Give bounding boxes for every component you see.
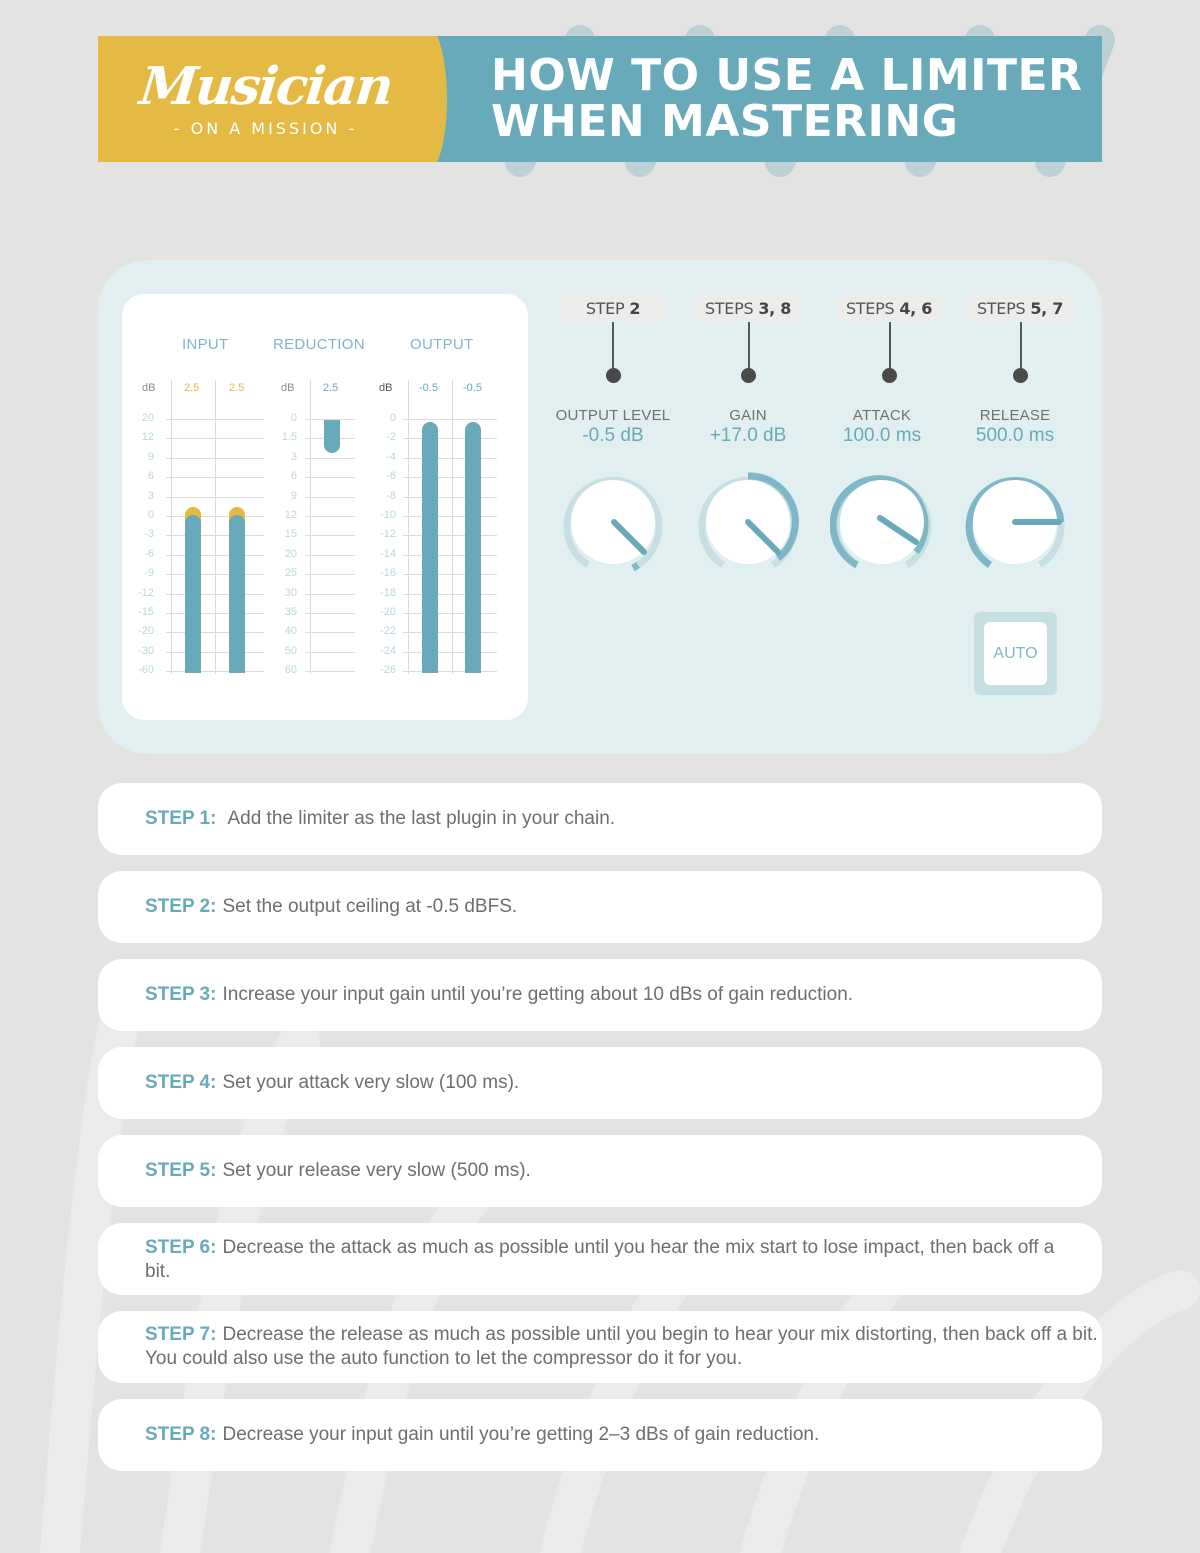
input-tick-label: -12 <box>138 587 154 599</box>
step-label: STEP 5: <box>145 1160 217 1181</box>
reduction-axis <box>310 380 311 674</box>
step-text: Decrease the attack as much as possible until you hear the mix start to lose impact, then back off a bit. <box>145 1237 1055 1282</box>
reduction-tick-label: 25 <box>284 567 297 579</box>
output-tick-label: -26 <box>380 664 396 676</box>
limiter-plugin-panel <box>98 260 1102 754</box>
reduction-gridline <box>305 574 355 575</box>
input-tick-label: 0 <box>147 509 154 521</box>
step-card-7 <box>98 1311 1102 1383</box>
output-gridline <box>403 458 497 459</box>
input-gridline <box>166 458 264 459</box>
output-tick-label: -22 <box>380 625 396 637</box>
reduction-tick-label: 9 <box>290 490 297 502</box>
output-gridline <box>403 497 497 498</box>
output-db-label: dB <box>379 382 393 394</box>
input-gridline <box>166 516 264 517</box>
callout-line <box>748 322 750 372</box>
callout-dot <box>1013 368 1028 383</box>
input-right-value: 2.5 <box>229 382 245 394</box>
step-text: Set your release very slow (500 ms). <box>222 1160 531 1181</box>
callout-dot <box>741 368 756 383</box>
callout-line <box>889 322 891 372</box>
input-tick-label: -6 <box>144 548 154 560</box>
step-label: STEP 7: <box>145 1324 217 1345</box>
attack-label: ATTACK <box>852 407 912 424</box>
output-tick-label: -8 <box>386 490 396 502</box>
reduction-bar <box>324 420 340 453</box>
step-label: STEP 1: <box>145 808 217 829</box>
output-gridline <box>403 438 497 439</box>
step-text: Increase your input gain until you’re getting about 10 dBs of gain reduction. <box>222 984 854 1005</box>
step-tag-gain: STEPS 3, 8 <box>695 294 801 322</box>
input-tick-label: 12 <box>141 431 154 443</box>
logo-wordmark: Musician <box>136 55 395 117</box>
step-card-1 <box>98 783 1102 855</box>
reduction-gridline <box>305 477 355 478</box>
input-tick-label: -30 <box>138 645 154 657</box>
reduction-gridline <box>305 652 355 653</box>
step-label: STEP 4: <box>145 1072 217 1093</box>
reduction-gridline <box>305 535 355 536</box>
step-tag-output-level: STEP 2 <box>560 294 666 322</box>
reduction-tick-label: 0 <box>290 412 297 424</box>
input-channel-divider <box>215 380 216 674</box>
output-gridline <box>403 574 497 575</box>
input-meter-label: INPUT <box>182 336 229 353</box>
output-tick-label: -20 <box>380 606 396 618</box>
input-tick-label: -20 <box>138 625 154 637</box>
input-gridline <box>166 613 264 614</box>
callout-line <box>612 322 614 372</box>
input-gridline <box>166 671 264 672</box>
reduction-tick-label: 15 <box>284 528 297 540</box>
reduction-tick-label: 3 <box>290 451 297 463</box>
input-tick-label: 6 <box>147 470 154 482</box>
output-level-value: -0.5 dB <box>582 425 644 446</box>
gain-label: GAIN <box>729 407 767 424</box>
output-tick-label: -24 <box>380 645 396 657</box>
output-gridline <box>403 652 497 653</box>
step-text: Set the output ceiling at -0.5 dBFS. <box>222 896 518 917</box>
output-axis <box>408 380 409 674</box>
reduction-tick-label: 40 <box>284 625 297 637</box>
output-meter-label: OUTPUT <box>410 336 474 353</box>
output-tick-label: 0 <box>389 412 396 424</box>
step-card-5 <box>98 1135 1102 1207</box>
release-label: RELEASE <box>979 407 1051 424</box>
input-gridline <box>166 594 264 595</box>
title-line-2: WHEN MASTERING <box>491 96 959 147</box>
output-tick-label: -2 <box>386 431 396 443</box>
output-gridline <box>403 535 497 536</box>
title-line-1: HOW TO USE A LIMITER <box>491 50 1083 101</box>
reduction-gridline <box>305 555 355 556</box>
reduction-gridline <box>305 594 355 595</box>
input-gridline <box>166 419 264 420</box>
auto-button-label: AUTO <box>984 622 1047 685</box>
input-gridline <box>166 497 264 498</box>
step-label: STEP 8: <box>145 1424 217 1445</box>
reduction-tick-label: 12 <box>284 509 297 521</box>
output-tick-label: -18 <box>380 587 396 599</box>
reduction-value: 2.5 <box>323 382 339 394</box>
output-tick-label: -6 <box>386 470 396 482</box>
output-tick-label: -4 <box>386 451 396 463</box>
step-label: STEP 3: <box>145 984 217 1005</box>
output-gridline <box>403 594 497 595</box>
input-right-bar <box>229 515 245 673</box>
reduction-db-label: dB <box>281 382 295 394</box>
step-card-8 <box>98 1399 1102 1471</box>
step-text: Decrease your input gain until you’re getting 2–3 dBs of gain reduction. <box>222 1424 820 1445</box>
output-left-value: -0.5 <box>419 382 438 394</box>
brand-logo <box>98 36 433 162</box>
input-gridline <box>166 477 264 478</box>
input-tick-label: -3 <box>144 528 154 540</box>
reduction-tick-label: 50 <box>284 645 297 657</box>
input-gridline <box>166 574 264 575</box>
reduction-gridline <box>305 671 355 672</box>
output-gridline <box>403 477 497 478</box>
output-gridline <box>403 632 497 633</box>
step-text: Decrease the release as much as possible until you begin to hear your mix distorting, then back off a bit. You could also use the auto function to let the compressor do it for you. <box>145 1324 1098 1369</box>
input-tick-label: -60 <box>138 664 154 676</box>
output-channel-divider <box>452 380 453 674</box>
reduction-gridline <box>305 458 355 459</box>
step-label: STEP 2: <box>145 896 217 917</box>
reduction-tick-label: 60 <box>284 664 297 676</box>
step-tag-attack: STEPS 4, 6 <box>836 294 942 322</box>
reduction-tick-label: 30 <box>284 587 297 599</box>
input-gridline <box>166 652 264 653</box>
input-tick-label: 3 <box>147 490 154 502</box>
step-card-3 <box>98 959 1102 1031</box>
reduction-gridline <box>305 632 355 633</box>
header-banner <box>98 36 1102 162</box>
input-tick-label: 9 <box>147 451 154 463</box>
output-gridline <box>403 516 497 517</box>
output-tick-label: -16 <box>380 567 396 579</box>
reduction-tick-label: 6 <box>290 470 297 482</box>
output-tick-label: -10 <box>380 509 396 521</box>
input-tick-label: 20 <box>141 412 154 424</box>
reduction-tick-label: 35 <box>284 606 297 618</box>
input-gridline <box>166 535 264 536</box>
output-level-knob[interactable] <box>561 470 665 574</box>
output-gridline <box>403 671 497 672</box>
step-card-4 <box>98 1047 1102 1119</box>
input-axis <box>171 380 172 674</box>
output-gridline <box>403 419 497 420</box>
input-tick-label: -9 <box>144 567 154 579</box>
callout-dot <box>606 368 621 383</box>
reduction-gridline <box>305 516 355 517</box>
step-card-6 <box>98 1223 1102 1295</box>
input-left-value: 2.5 <box>184 382 200 394</box>
input-gridline <box>166 632 264 633</box>
step-text: Set your attack very slow (100 ms). <box>222 1072 520 1093</box>
input-db-label: dB <box>142 382 156 394</box>
output-tick-label: -14 <box>380 548 396 560</box>
attack-knob[interactable] <box>830 470 934 574</box>
gain-value: +17.0 dB <box>709 425 787 446</box>
meter-section <box>122 294 528 720</box>
gain-knob[interactable] <box>696 470 800 574</box>
step-label: STEP 6: <box>145 1237 217 1258</box>
logo-tagline: - ON A MISSION - <box>173 118 358 138</box>
output-gridline <box>403 555 497 556</box>
output-tick-label: -12 <box>380 528 396 540</box>
page-title <box>433 36 1102 162</box>
input-left-bar <box>185 515 201 673</box>
attack-value: 100.0 ms <box>842 425 922 446</box>
step-text: Add the limiter as the last plugin in your chain. <box>227 808 616 829</box>
callout-line <box>1020 322 1022 372</box>
output-right-bar <box>465 422 481 673</box>
callout-dot <box>882 368 897 383</box>
output-gridline <box>403 613 497 614</box>
output-right-value: -0.5 <box>463 382 482 394</box>
auto-button[interactable] <box>974 612 1057 695</box>
input-gridline <box>166 438 264 439</box>
reduction-gridline <box>305 613 355 614</box>
release-value: 500.0 ms <box>975 425 1055 446</box>
reduction-tick-label: 1.5 <box>281 431 297 443</box>
input-tick-label: -15 <box>138 606 154 618</box>
output-level-label: OUTPUT LEVEL <box>555 407 671 424</box>
step-card-2 <box>98 871 1102 943</box>
reduction-meter-label: REDUCTION <box>273 336 365 353</box>
reduction-tick-label: 20 <box>284 548 297 560</box>
release-knob[interactable] <box>963 470 1067 574</box>
reduction-gridline <box>305 497 355 498</box>
output-left-bar <box>422 422 438 673</box>
step-tag-release: STEPS 5, 7 <box>966 294 1074 322</box>
input-gridline <box>166 555 264 556</box>
